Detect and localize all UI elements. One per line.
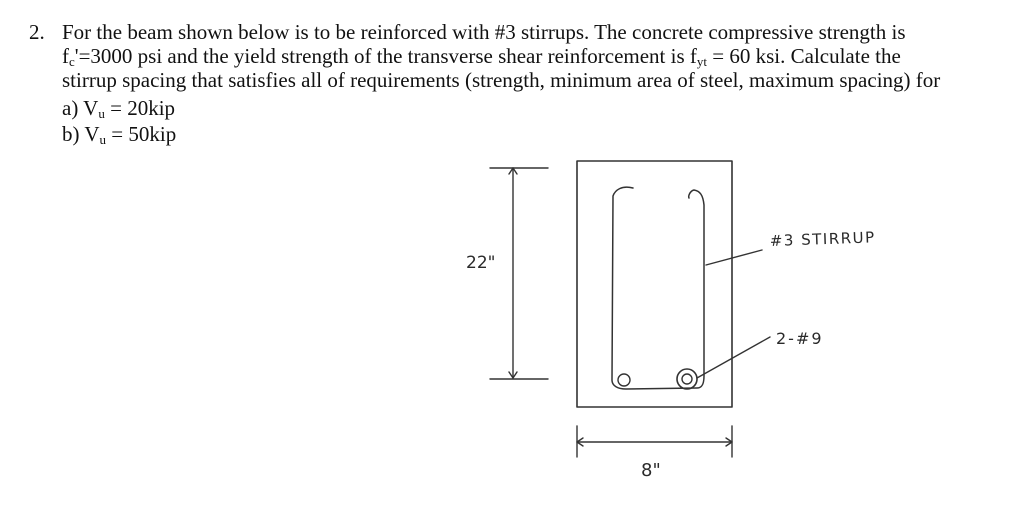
stirrup-leader-line — [706, 250, 762, 265]
width-label: 8" — [641, 460, 661, 481]
stirrup-shape — [612, 187, 704, 389]
fc-symbol: f — [62, 44, 69, 68]
bars-leader-line — [697, 337, 770, 378]
problem-line-2-text-b: = 60 ksi. Calculate the — [707, 44, 901, 68]
part-b-value: = 50kip — [106, 122, 177, 146]
part-b-subscript: u — [99, 132, 107, 147]
bars-label: 2-#9 — [776, 329, 824, 348]
part-a-prefix: a) V — [62, 96, 99, 120]
stirrup-label: #3 STIRRUP — [769, 228, 876, 250]
beam-outline — [577, 161, 732, 407]
problem-line-2-text-a: '=3000 psi and the yield strength of the transverse shear reinforcement is f — [74, 44, 697, 68]
problem-number: 2. — [29, 20, 45, 44]
part-b-prefix: b) V — [62, 122, 100, 146]
fyt-subscript: yt — [696, 54, 708, 69]
problem-line-3: stirrup spacing that satisfies all of requirements (strength, minimum area of steel, maximum spacing) for — [62, 68, 941, 92]
problem-line-1: For the beam shown below is to be reinforced with #3 stirrups. The concrete compressive strength is — [62, 20, 906, 44]
fc-subscript: c — [69, 54, 75, 69]
part-a-subscript: u — [98, 106, 105, 121]
width-dimension — [577, 426, 732, 457]
right-bar-inner-circle — [682, 374, 692, 384]
height-label: 22" — [466, 253, 496, 273]
left-bar-circle — [618, 374, 630, 386]
right-bar-outer-circle — [677, 369, 697, 389]
height-dimension — [490, 168, 548, 379]
part-a-value: = 20kip — [104, 96, 176, 120]
